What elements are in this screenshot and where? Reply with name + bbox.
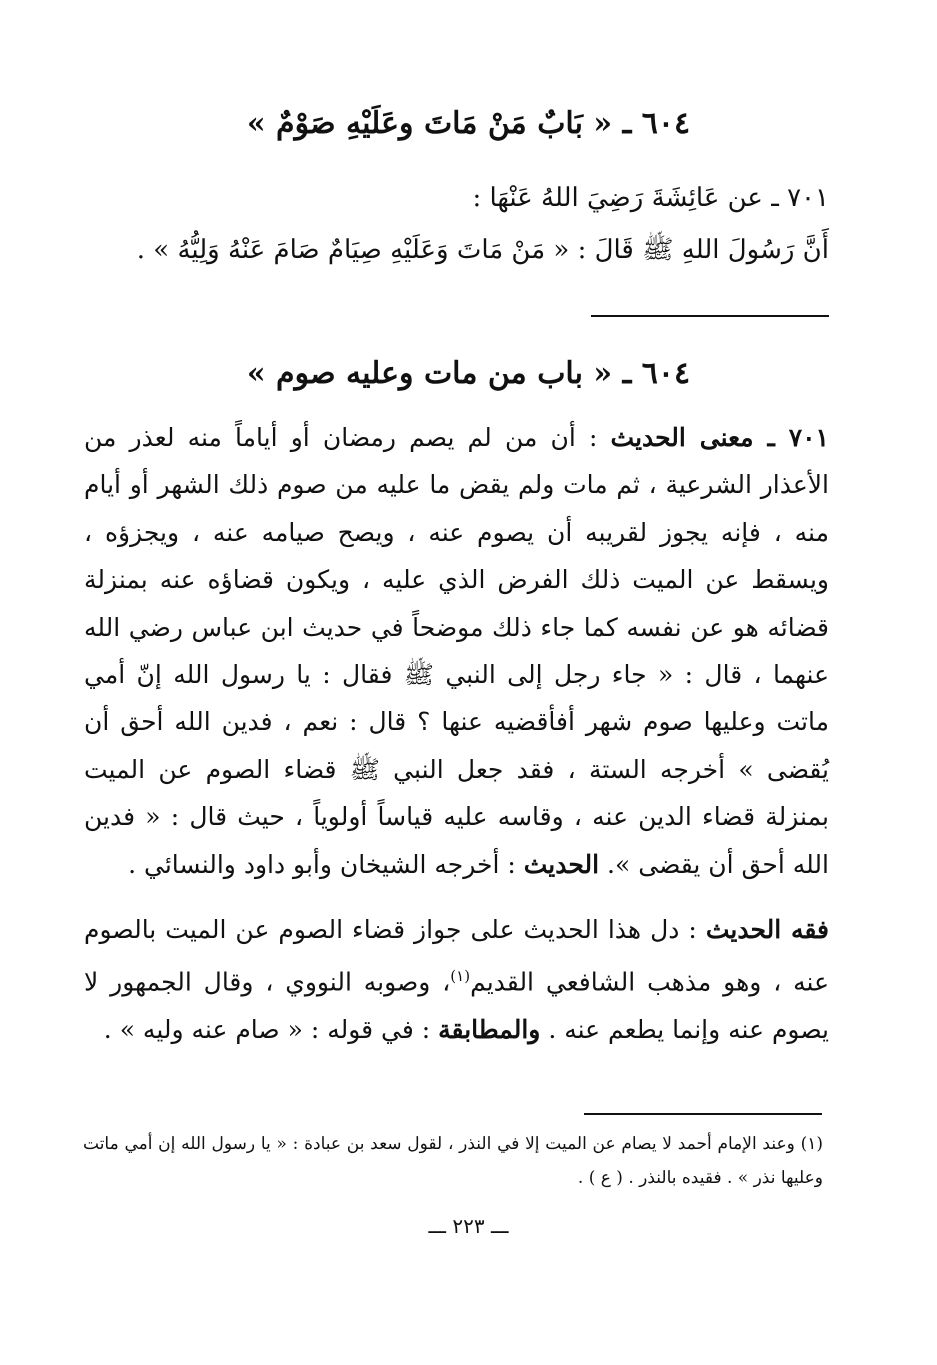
hadith-meaning-paragraph	[84, 414, 829, 888]
footnote-reference: (١)	[450, 967, 471, 986]
takhrij-text: : أخرجه الشيخان وأبو داود والنسائي .	[128, 849, 524, 879]
fiqh-text-part1: : دل هذا الحديث على جواز قضاء الصوم عن الميت بالصوم عنه ، وهو مذهب الشافعي القديم	[84, 915, 830, 997]
fiqh-paragraph	[84, 906, 829, 1054]
page-number: ـــ ٢٢٣ ـــ	[428, 1214, 509, 1238]
chapter-heading-vowelled: ٦٠٤ ـ « بَابٌ مَنْ مَاتَ وعَلَيْهِ صَوْمٌ »	[246, 106, 691, 141]
hadith-matn-line: أَنَّ رَسُولَ اللهِ ﷺ قَالَ : « مَنْ مَاتَ وَعَلَيْهِ صِيَامٌ صَامَ عَنْهُ وَلِيُّهُ » .	[136, 235, 829, 265]
hadith-text	[89, 172, 829, 276]
footnote: (١) وعند الإمام أحمد لا يصام عن الميت إلا في النذر ، لقول سعد بن عبادة : « يا رسول الله إن أمي ماتت وعليها نذر » . فقيده بالنذر . ( ع ) .	[83, 1134, 823, 1188]
fiqh-label: فقه الحديث	[705, 915, 829, 944]
meaning-label: ٧٠١ ـ معنى الحديث	[610, 423, 829, 452]
chapter-heading: ٦٠٤ ـ « باب من مات وعليه صوم »	[246, 356, 691, 391]
meaning-text: : أن من لم يصم رمضان أو أياماً منه لعذر من الأعذار الشرعية ، ثم مات ولم يقض ما عليه من صوم ذلك الشهر أو أيام منه ، فإنه يجوز لقريبه أن يصوم عنه ، ويصح صيامه عنه ، ويجزؤه ، ويسقط عن الميت ذلك الفرض الذي عليه ، ويكون قضاؤه عنه بمنزلة قضائه هو عن نفسه كما جاء ذلك موضحاً في حديث ابن عباس رضي الله عنهما ، قال : « جاء رجل إلى النبي ﷺ فقال : يا رسول الله إنّ أمي ماتت وعليها صوم شهر أفأقضيه عنها ؟ قال : نعم ، فدين الله أحق أن يُقضى » أخرجه الستة ، فقد جعل النبي ﷺ قضاء الصوم عن الميت بمنزلة قضاء الدين عنه ، وقاسه عليه قياساً أولوياً ، حيث قال : « فدين الله أحق أن يقضى ».	[84, 423, 829, 879]
takhrij-label: الحديث	[523, 849, 600, 879]
matching-text: : في قوله : « صام عنه وليه » .	[103, 1015, 439, 1045]
section-divider	[591, 315, 829, 317]
hadith-narrator-line: ٧٠١ ـ عن عَائِشَةَ رَضِيَ اللهُ عَنْهَا :	[472, 183, 829, 213]
matching-label: والمطابقة	[438, 1015, 541, 1045]
fiqh-text-part2: ، وصوبه النووي ، وقال الجمهور لا يصوم عنه وإنما يطعم عنه .	[84, 967, 829, 1045]
footnote-divider	[584, 1113, 822, 1115]
